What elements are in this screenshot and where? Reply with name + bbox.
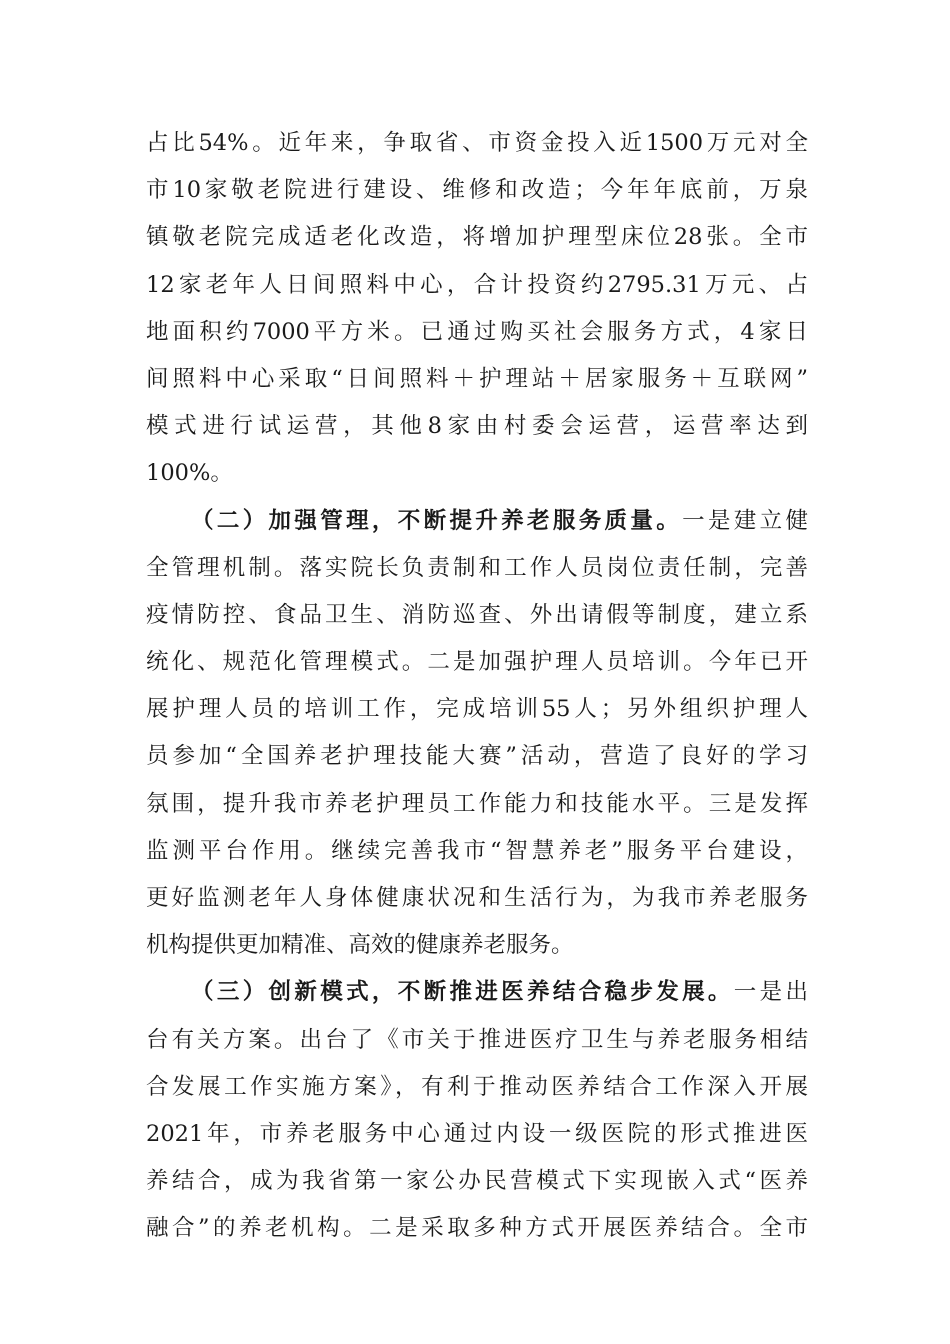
- paragraph-1: [146, 120, 808, 498]
- text-line: 融合”的养老机构。二是采取多种方式开展医养结合。全市: [146, 1215, 808, 1242]
- text-line: 更好监测老年人身体健康状况和生活行为，为我市养老服务: [146, 885, 808, 911]
- section-heading: （二）加强管理，不断提升养老服务质量。: [191, 507, 683, 534]
- text-line: 占比54%。近年来，争取省、市资金投入近1500万元对全: [146, 130, 808, 156]
- text-line: 镇敬老院完成适老化改造，将增加护理型床位28张。全市: [146, 224, 808, 251]
- text-line: 养结合，成为我省第一家公办民营模式下实现嵌入式“医养: [146, 1168, 808, 1195]
- document-body: [146, 120, 808, 1253]
- text-line: 氛围，提升我市养老护理员工作能力和技能水平。三是发挥: [146, 790, 808, 817]
- text-line: 全管理机制。落实院长负责制和工作人员岗位责任制，完善: [146, 554, 808, 581]
- section-heading: （三）创新模式，不断推进医养结合稳步发展。: [191, 979, 734, 1006]
- text-span: 一是出: [733, 979, 808, 1006]
- text-line: 12家老年人日间照料中心，合计投资约2795.31万元、占: [146, 271, 808, 298]
- text-line: 合发展工作实施方案》，有利于推动医养结合工作深入开展: [146, 1073, 808, 1100]
- text-line: 间照料中心采取“日间照料＋护理站＋居家服务＋互联网”: [146, 365, 808, 392]
- text-line: 市10家敬老院进行建设、维修和改造；今年年底前，万泉: [146, 177, 808, 204]
- text-line: 统化、规范化管理模式。二是加强护理人员培训。今年已开: [146, 649, 808, 676]
- paragraph-first-line: [146, 498, 808, 545]
- text-line: 机构提供更加精准、高效的健康养老服务。: [146, 932, 574, 959]
- text-line: 2021年，市养老服务中心通过内设一级医院的形式推进医: [146, 1120, 808, 1147]
- paragraph-first-line: [146, 969, 808, 1016]
- text-line: 展护理人员的培训工作，完成培训55人；另外组织护理人: [146, 696, 808, 723]
- text-line: 100%。: [146, 460, 233, 487]
- text-line: 监测平台作用。继续完善我市“智慧养老”服务平台建设，: [146, 837, 808, 864]
- text-line: 员参加“全国养老护理技能大赛”活动，营造了良好的学习: [146, 743, 808, 770]
- text-line: 模式进行试运营，其他8家由村委会运营，运营率达到: [146, 413, 808, 440]
- text-line: 地面积约7000平方米。已通过购买社会服务方式，4家日: [146, 318, 808, 345]
- text-span: 一是建立健: [682, 507, 808, 534]
- text-line: 台有关方案。出台了《市关于推进医疗卫生与养老服务相结: [146, 1026, 808, 1053]
- paragraph-3: [146, 969, 808, 1252]
- paragraph-2: [146, 498, 808, 970]
- text-line: 疫情防控、食品卫生、消防巡查、外出请假等制度，建立系: [146, 601, 808, 628]
